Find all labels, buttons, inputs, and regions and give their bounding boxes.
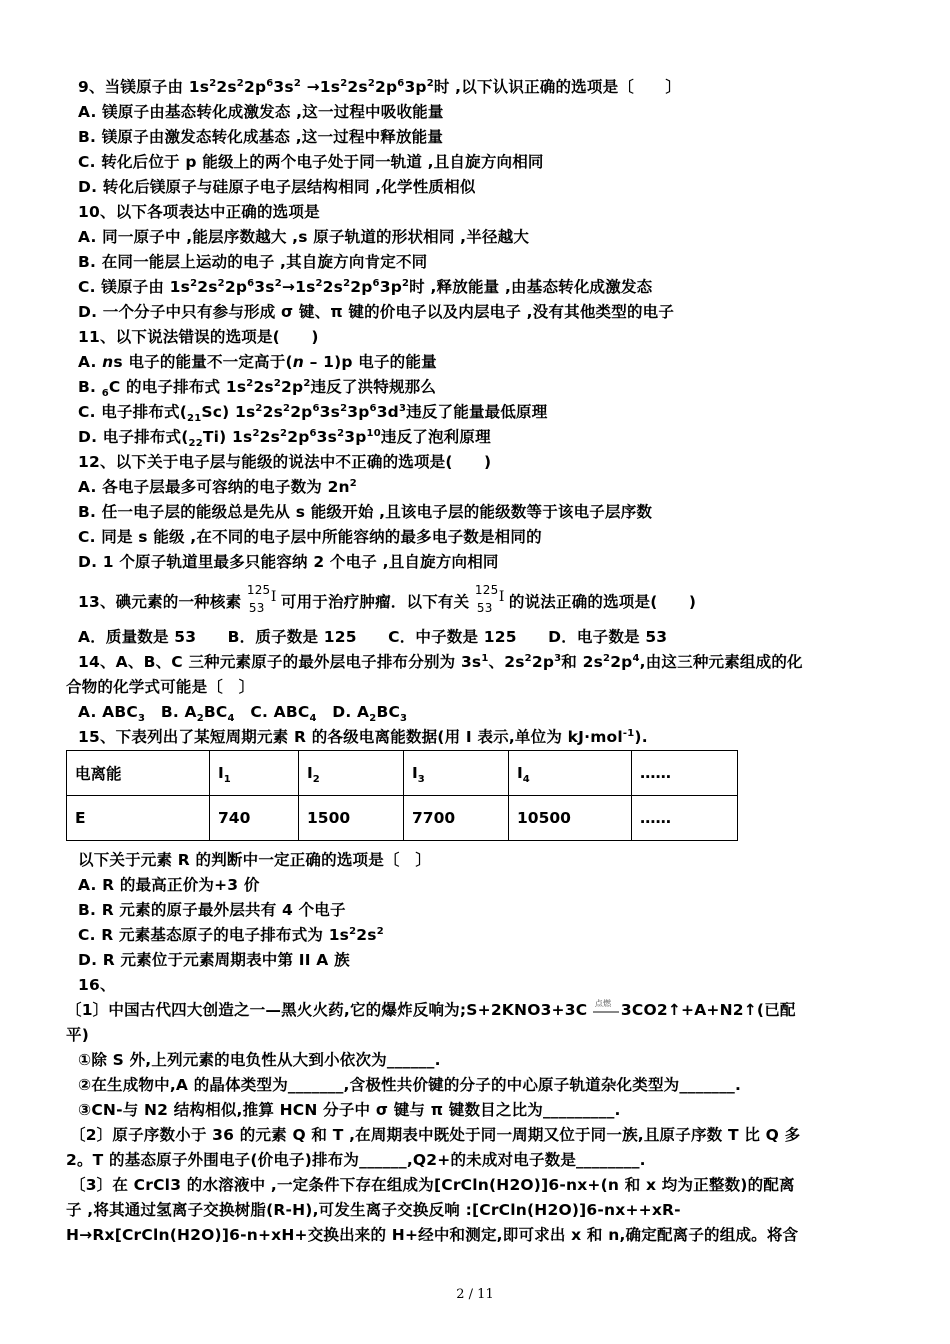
q16-sub3: ③CN-与 N2 结构相似,推算 HCN 分子中 σ 键与 π 键数目之比为_________. <box>78 1101 621 1119</box>
q16-number: 16、 <box>78 976 116 994</box>
q9-option-a: A. 镁原子由基态转化成激发态 ,这一过程中吸收能量 <box>78 103 444 121</box>
nuclide-mass: 125 <box>474 583 499 597</box>
text-run: 3p <box>404 78 427 96</box>
superscript: 6 <box>397 77 405 89</box>
q11-stem: 11、以下说法错误的选项是( ) <box>78 328 319 346</box>
superscript: 2 <box>340 77 348 89</box>
text-run: 2s <box>197 278 218 296</box>
superscript: 2 <box>246 377 254 389</box>
text-run: 3s <box>273 78 294 96</box>
table-cell: 740 <box>210 796 299 841</box>
q10-stem: 10、以下各项表达中正确的选项是 <box>78 203 320 221</box>
superscript: 2 <box>209 77 217 89</box>
q13-stem-a: 13、碘元素的一种核素 <box>78 593 242 611</box>
superscript: 2 <box>280 427 288 439</box>
text-run: 3d <box>376 403 399 421</box>
subscript: 3 <box>137 713 146 725</box>
text-run: 2p <box>374 78 398 96</box>
text-run: 和 2s <box>561 653 604 671</box>
text-run: 2s <box>356 926 377 944</box>
superscript: 2 <box>343 277 351 289</box>
text-run: 14、A、B、C 三种元素原子的最外层电子排布分别为 3s <box>78 653 482 671</box>
subscript: 2 <box>369 713 377 725</box>
text-run: 3p <box>379 278 402 296</box>
q9-option-d: D. 转化后镁原子与硅原子电子层结构相同 ,化学性质相似 <box>78 178 476 196</box>
text-run: 违反了洪特规那么 <box>310 378 437 396</box>
q16-sub2: ②在生成物中,A 的晶体类型为_______,含极性共价键的分子的中心原子轨道杂化类型为_______. <box>78 1076 742 1094</box>
superscript: 2 <box>349 477 357 489</box>
text-run: C. 电子排布式( <box>78 403 188 421</box>
superscript: 2 <box>190 277 198 289</box>
superscript: 2 <box>283 402 291 414</box>
table-cell: 1500 <box>299 796 404 841</box>
reaction-arrow <box>593 1011 619 1013</box>
table-cell: E <box>67 796 210 841</box>
q11-option-d <box>78 426 888 448</box>
superscript: 2 <box>367 77 375 89</box>
text-run: 3s <box>316 428 338 446</box>
table-cell: …… <box>632 796 738 841</box>
text-run: D. 电子排布式( <box>78 428 189 446</box>
q10-option-d: D. 一个分子中只有参与形成 σ 键、π 键的价电子以及内层电子 ,没有其他类型的电子 <box>78 303 675 321</box>
q12-option-c: C. 同是 s 能级 ,在不同的电子层中所能容纳的最多电子数是相同的 <box>78 528 542 546</box>
superscript: 2 <box>402 277 410 289</box>
superscript: 2 <box>255 402 263 414</box>
text-run: 违反了泡利原理 <box>380 428 491 446</box>
table-row <box>67 796 738 841</box>
q16-part1-text-b: 3CO2↑+A+N2↑(已配 <box>620 1001 796 1019</box>
text-run: →1s <box>301 78 341 96</box>
superscript: 6 <box>247 277 255 289</box>
superscript: 10 <box>366 427 381 439</box>
text-run: BC <box>203 703 228 721</box>
table-cell: 7700 <box>404 796 509 841</box>
q13-options: A．质量数是 53 B．质子数是 125 C．中子数是 125 D．电子数是 53 <box>78 628 668 646</box>
superscript: 4 <box>632 652 640 664</box>
q11-option-c <box>78 401 888 423</box>
text-run: 15、下表列出了某短周期元素 R 的各级电离能数据(用 I 表示,单位为 kJ·mol <box>78 728 623 746</box>
q10-option-b: B. 在同一能层上运动的电子 ,其自旋方向肯定不同 <box>78 253 428 271</box>
text-run: ,由这三种元素组成的化 <box>639 653 803 671</box>
q13-stem-c: 的说法正确的选项是( ) <box>508 593 697 611</box>
superscript: 1 <box>481 652 489 664</box>
text-run: 3s <box>254 278 275 296</box>
table-header-cell: $I_4$ <box>509 751 632 796</box>
q14-options <box>78 701 888 723</box>
text-run: 时 ,以下认识正确的选项是〔 〕 <box>433 78 682 96</box>
text-run: 2s <box>347 78 368 96</box>
page-number: 2 / 11 <box>456 1287 494 1302</box>
text-run: Sc) 1s <box>201 403 256 421</box>
text-run: B. A <box>145 703 197 721</box>
subscript: 4 <box>309 713 317 725</box>
text-run: D. A <box>316 703 370 721</box>
subscript: 21 <box>187 413 202 425</box>
q11-a-post: – 1)p 电子的能量 <box>303 353 437 371</box>
superscript: 2 <box>603 652 611 664</box>
superscript: 2 <box>349 925 357 937</box>
superscript: 2 <box>252 427 260 439</box>
q13-stem <box>78 583 888 615</box>
text-run: C. ABC <box>234 703 310 721</box>
superscript: 2 <box>340 402 348 414</box>
subscript: 4 <box>227 713 235 725</box>
superscript: 6 <box>266 77 274 89</box>
q9-option-c: C. 转化后位于 p 能级上的两个电子处于同一轨道 ,且自旋方向相同 <box>78 153 544 171</box>
q16-part3-line2: 子 ,将其通过氢离子交换树脂(R-H),可发生离子交换反响 :[CrCln(H2O)]6-nx++xR- <box>66 1201 681 1219</box>
iodine-nuclide-2 <box>474 583 509 615</box>
superscript: 2 <box>315 277 323 289</box>
q11-a-prefix: A. <box>78 353 103 371</box>
superscript: 3 <box>398 402 407 414</box>
text-run: 3p <box>344 428 367 446</box>
superscript: 2 <box>426 77 434 89</box>
nuclide-symbol: I <box>498 589 505 605</box>
q11-a-mid: s 电子的能量不一定高于( <box>113 353 293 371</box>
superscript: 6 <box>309 427 317 439</box>
q12-option-a <box>78 476 888 498</box>
text-run: →1s <box>281 278 316 296</box>
q15-option-c <box>78 924 888 946</box>
q15-option-a: A. R 的最高正价为+3 价 <box>78 876 260 894</box>
subscript: 6 <box>101 388 109 400</box>
text-run: 2p <box>610 653 633 671</box>
q16-part1-line2: 平) <box>66 1026 89 1044</box>
text-run: C. 镁原子由 1s <box>78 278 191 296</box>
q14-stem-line1 <box>78 651 888 673</box>
q16-part2-line1: 〔2〕原子序数小于 36 的元素 Q 和 T ,在周期表中既处于同一周期又位于同一族,且原子序数 T 比 Q 多 <box>70 1126 801 1144</box>
superscript: 2 <box>337 427 345 439</box>
text-run: 、2s <box>488 653 525 671</box>
text-run: 9、当镁原子由 1s <box>78 78 210 96</box>
superscript: 6 <box>369 402 377 414</box>
table-cell: 10500 <box>509 796 632 841</box>
q15-option-d: D. R 元素位于元素周期表中第 II A 族 <box>78 951 350 969</box>
q12-option-d: D. 1 个原子轨道里最多只能容纳 2 个电子 ,且自旋方向相同 <box>78 553 499 571</box>
nuclide-z: 53 <box>476 601 493 615</box>
q16-part1-text-a: 〔1〕中国古代四大创造之一—黑火火药,它的爆炸反响为;S+2KNO3+3C <box>66 1001 593 1019</box>
ionization-energy-table <box>66 750 738 841</box>
superscript: 2 <box>376 925 384 937</box>
q11-option-b <box>78 376 888 398</box>
superscript: 2 <box>273 377 282 389</box>
superscript: 2 <box>217 277 225 289</box>
superscript: 2 <box>293 77 302 89</box>
ignite-label: 点燃 <box>594 998 612 1008</box>
q9-stem <box>78 76 888 98</box>
text-run: 违反了能量最低原理 <box>406 403 548 421</box>
superscript: -1 <box>622 727 635 739</box>
q10-option-c <box>78 276 888 298</box>
q11-a-n2: n <box>292 353 304 371</box>
text-run: B. <box>78 378 102 396</box>
table-header-cell: $I_3$ <box>404 751 509 796</box>
text-run: 2s <box>253 378 274 396</box>
q15-option-b: B. R 元素的原子最外层共有 4 个电子 <box>78 901 346 919</box>
superscript: 2 <box>303 377 311 389</box>
q16-part1-line1 <box>66 999 876 1021</box>
nuclide-symbol: I <box>270 589 277 605</box>
subscript: 3 <box>400 713 408 725</box>
q12-option-b: B. 任一电子层的能级总是先从 s 能级开始 ,且该电子层的能级数等于该电子层序数 <box>78 503 653 521</box>
text-run: A. ABC <box>78 703 138 721</box>
text-run: C 的电子排布式 1s <box>108 378 247 396</box>
superscript: 6 <box>312 402 320 414</box>
text-run: A. 各电子层最多可容纳的电子数为 2n <box>78 478 350 496</box>
iodine-nuclide-1 <box>246 583 281 615</box>
table-header-cell: $I_1$ <box>210 751 299 796</box>
table-header-cell: …… <box>632 751 738 796</box>
superscript: 2 <box>274 277 282 289</box>
nuclide-z: 53 <box>248 601 265 615</box>
q15-stem <box>78 726 888 748</box>
text-run: 3s <box>319 403 341 421</box>
superscript: 6 <box>372 277 380 289</box>
text-run: 2s <box>322 278 344 296</box>
text-run: 2p <box>290 403 313 421</box>
q9-option-b: B. 镁原子由激发态转化成基态 ,这一过程中释放能量 <box>78 128 444 146</box>
text-run: BC <box>376 703 401 721</box>
superscript: 2 <box>236 77 244 89</box>
superscript: 2 <box>524 652 532 664</box>
q16-sub1: ①除 S 外,上列元素的电负性从大到小依次为______. <box>78 1051 441 1069</box>
table-header-cell: 电离能 <box>67 751 210 796</box>
text-run: 2s <box>216 78 237 96</box>
text-run: 2s <box>262 403 284 421</box>
q13-stem-b: 可用于治疗肿瘤．以下有关 <box>280 593 470 611</box>
table-header-cell: $I_2$ <box>299 751 404 796</box>
text-run: 2p <box>350 278 373 296</box>
q16-part3-line3: H→Rx[CrCln(H2O)]6-n+xH+交换出来的 H+经中和测定,即可求出 x 和 n,确定配离子的组成。将含 <box>66 1226 799 1244</box>
q15-question: 以下关于元素 R 的判断中一定正确的选项是〔 〕 <box>78 851 432 869</box>
text-run: 2s <box>259 428 281 446</box>
q16-part2-line2: 2。T 的基态原子外围电子(价电子)排布为______,Q2+的未成对电子数是________. <box>66 1151 646 1169</box>
q11-option-a <box>78 351 888 373</box>
text-run: Ti) 1s <box>202 428 253 446</box>
superscript: 3 <box>554 652 562 664</box>
q16-part3-line1: 〔3〕在 CrCl3 的水溶液中 ,一定条件下存在组成为[CrCln(H2O)]6-nx+(n 和 x 均为正整数)的配离 <box>70 1176 795 1194</box>
text-run: 2p <box>531 653 555 671</box>
text-run: 2p <box>224 278 248 296</box>
table-header-row <box>67 751 738 796</box>
q14-stem-line2: 合物的化学式可能是〔 〕 <box>66 678 255 696</box>
text-run: C. R 元素基态原子的电子排布式为 1s <box>78 926 350 944</box>
text-run: 2p <box>243 78 267 96</box>
subscript: 22 <box>188 438 203 450</box>
q12-stem: 12、以下关于电子层与能级的说法中不正确的选项是( ) <box>78 453 492 471</box>
text-run: ). <box>634 728 648 746</box>
text-run: 2p <box>281 378 304 396</box>
ignite-condition <box>593 998 621 1019</box>
q11-a-n1: n <box>102 353 114 371</box>
text-run: 时 ,释放能量 ,由基态转化成激发态 <box>409 278 653 296</box>
text-run: 2p <box>287 428 310 446</box>
nuclide-mass: 125 <box>246 583 271 597</box>
q10-option-a: A. 同一原子中 ,能层序数越大 ,s 原子轨道的形状相同 ,半径越大 <box>78 228 530 246</box>
text-run: 3p <box>347 403 370 421</box>
subscript: 2 <box>196 713 204 725</box>
